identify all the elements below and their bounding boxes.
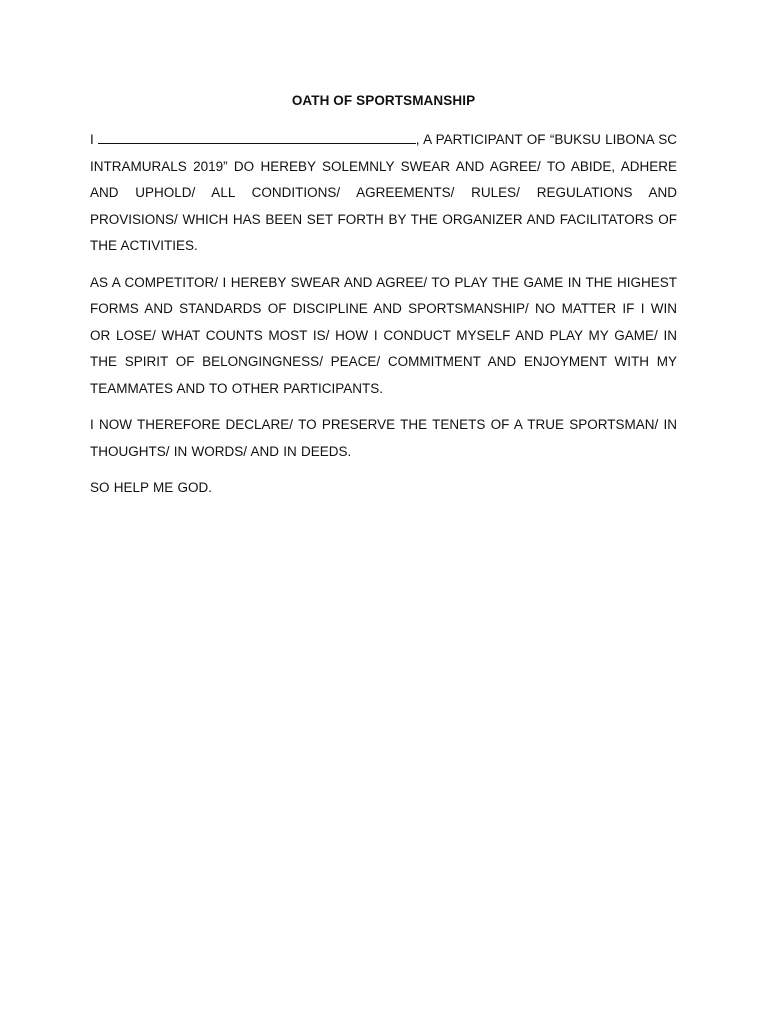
paragraph-participant-oath bbox=[90, 127, 677, 260]
participant-name-blank bbox=[98, 129, 416, 144]
oath-document bbox=[90, 92, 677, 512]
paragraph-declaration: I NOW THEREFORE DECLARE/ TO PRESERVE THE TENETS OF A TRUE SPORTSMAN/ IN THOUGHTS/ IN WORDS/ AND IN DEEDS. bbox=[90, 417, 677, 459]
document-title: OATH OF SPORTSMANSHIP bbox=[291, 93, 476, 108]
participant-prefix: I bbox=[90, 132, 94, 147]
participant-oath-text: , A PARTICIPANT OF “BUKSU LIBONA SC INTRAMURALS 2019” DO HEREBY SOLEMNLY SWEAR AND AGREE/ TO ABIDE, ADHERE AND UPHOLD/ ALL CONDITIONS/ AGREEMENTS/ RULES/ REGULATIONS AND PROVISIONS/ WHICH HAS BEEN SET FORTH BY THE ORGANIZER AND FACILITATORS OF THE ACTIVITIES. bbox=[90, 132, 677, 253]
paragraph-closing: SO HELP ME GOD. bbox=[90, 480, 213, 495]
paragraph-competitor-oath: AS A COMPETITOR/ I HEREBY SWEAR AND AGREE/ TO PLAY THE GAME IN THE HIGHEST FORMS AND STANDARDS OF DISCIPLINE AND SPORTSMANSHIP/ NO MATTER IF I WIN OR LOSE/ WHAT COUNTS MOST IS/ HOW I CONDUCT MYSELF AND PLAY MY GAME/ IN THE SPIRIT OF BELONGINGNESS/ PEACE/ COMMITMENT AND ENJOYMENT WITH MY TEAMMATES AND TO OTHER PARTICIPANTS. bbox=[90, 274, 677, 396]
